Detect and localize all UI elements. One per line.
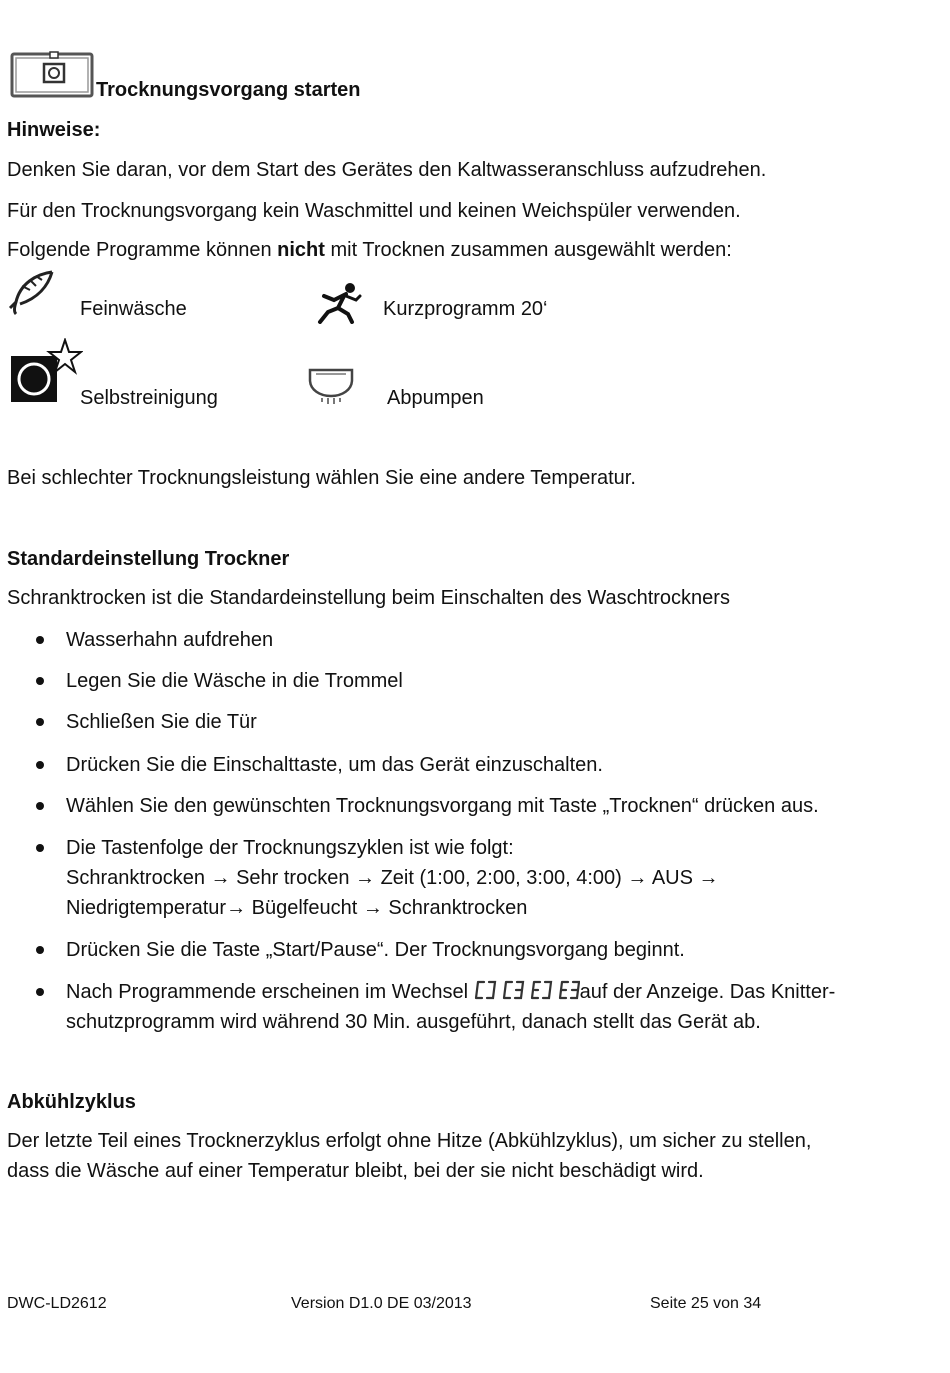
sequence-line-1: Schranktrocken → Sehr trocken → Zeit (1:00, 2:00, 3:00, 4:00) → AUS → [66, 867, 719, 889]
program-label-abpumpen: Abpumpen [387, 387, 484, 409]
dryer-door-icon [10, 50, 96, 100]
section-title-start: Trocknungsvorgang starten [96, 79, 361, 101]
list-item: Drücken Sie die Einschalttaste, um das Gerät einzuschalten. [66, 754, 603, 776]
hinweise-line-3-post: mit Trocknen zusammen ausgewählt werden: [324, 239, 732, 261]
hinweise-heading: Hinweise: [7, 119, 101, 141]
drum-star-icon [9, 338, 83, 404]
feather-icon [8, 268, 56, 316]
hinweise-line-1: Denken Sie daran, vor dem Start des Gerätes den Kaltwasseranschluss aufzudrehen. [7, 159, 767, 181]
bullet-icon [36, 636, 44, 644]
cooling-line-2: dass die Wäsche auf einer Temperatur bleibt, bei der sie nicht beschädigt wird. [7, 1160, 704, 1182]
list-item: Legen Sie die Wäsche in die Trommel [66, 670, 403, 692]
temperature-note: Bei schlechter Trocknungsleistung wählen Sie eine andere Temperatur. [7, 467, 636, 489]
standard-heading: Standardeinstellung Trockner [7, 548, 290, 570]
bullet-icon [36, 761, 44, 769]
bullet-icon [36, 988, 44, 996]
list-item-program-end [66, 977, 835, 1007]
running-man-icon [312, 282, 362, 324]
bullet-icon [36, 677, 44, 685]
program-label-feinwaesche: Feinwäsche [80, 298, 187, 320]
standard-intro: Schranktrocken ist die Standardeinstellung beim Einschalten des Waschtrockners [7, 587, 730, 609]
program-label-kurzprogramm: Kurzprogramm 20‘ [383, 298, 548, 320]
footer-model: DWC-LD2612 [7, 1295, 107, 1312]
list-item: Wasserhahn aufdrehen [66, 629, 274, 651]
footer-version: Version D1.0 DE 03/2013 [291, 1295, 472, 1312]
hinweise-line-3 [7, 238, 732, 262]
footer-page-number: Seite 25 von 34 [650, 1295, 762, 1312]
hinweise-line-3-emphasis: nicht [277, 239, 325, 261]
sequence-line-2: Niedrigtemperatur→ Bügelfeucht → Schranktrocken [66, 897, 528, 919]
cooling-heading: Abkühlzyklus [7, 1091, 136, 1113]
bullet-icon [36, 718, 44, 726]
program-end-line-2: schutzprogramm wird während 30 Min. ausgeführt, danach stellt das Gerät ab. [66, 1011, 761, 1033]
program-end-pre: Nach Programmende erscheinen im Wechsel [66, 981, 474, 1003]
hinweise-line-2: Für den Trocknungsvorgang kein Waschmittel und keinen Weichspüler verwenden. [7, 200, 741, 222]
hinweise-line-3-pre: Folgende Programme können [7, 239, 278, 261]
bullet-icon [36, 946, 44, 954]
cooling-line-1: Der letzte Teil eines Trocknerzyklus erfolgt ohne Hitze (Abkühlzyklus), um sicher zu stellen, [7, 1130, 812, 1152]
list-item: Wählen Sie den gewünschten Trocknungsvorgang mit Taste „Trocknen“ drücken aus. [66, 795, 819, 817]
list-item: Schließen Sie die Tür [66, 711, 257, 733]
segment-display-icon [474, 979, 580, 1001]
program-end-post: auf der Anzeige. Das Knitter- [579, 981, 836, 1003]
bullet-icon [36, 802, 44, 810]
pump-icon [306, 366, 356, 408]
program-label-selbstreinigung: Selbstreinigung [80, 387, 218, 409]
list-item-start-pause: Drücken Sie die Taste „Start/Pause“. Der Trocknungsvorgang beginnt. [66, 939, 685, 961]
sequence-intro: Die Tastenfolge der Trocknungszyklen ist wie folgt: [66, 837, 514, 859]
bullet-icon [36, 844, 44, 852]
